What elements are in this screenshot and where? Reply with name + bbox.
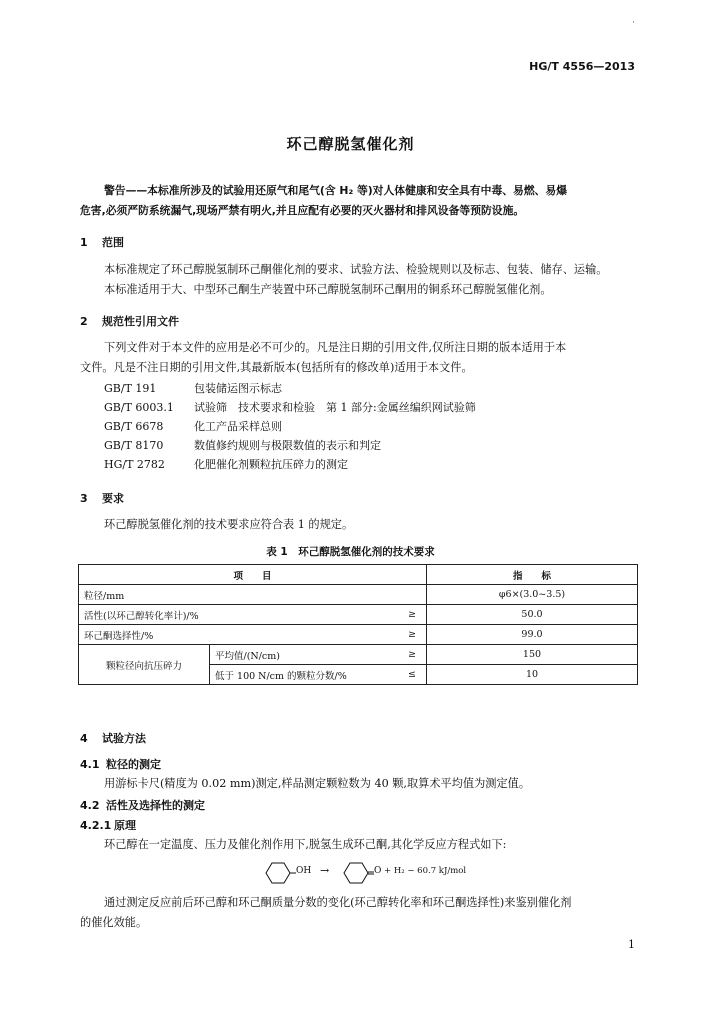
cyclohexanone-ring-icon (336, 858, 376, 888)
standard-number: HG/T 4556—2013 (529, 60, 635, 73)
reaction-arrow: → (320, 864, 330, 877)
reaction-equation (258, 858, 518, 888)
reference-item: GB/T 191 包装储运图示标志 (104, 382, 282, 395)
section-4-1-para: 用游标卡尺(精度为 0.02 mm)测定,样品测定颗粒数为 40 颗,取算术平均值为测定值。 (104, 777, 531, 790)
table-row (79, 605, 638, 625)
section-1-para-2: 本标准适用于大、中型环己酮生产装置中环己醇脱氢制环己酮用的铜系环己醇脱氢催化剂。 (104, 283, 552, 296)
header-item: 项 目 (79, 565, 427, 585)
section-4-heading: 4 试验方法 (80, 732, 146, 745)
section-4-2-1-heading: 4.2.1 原理 (80, 819, 136, 832)
reference-item: HG/T 2782 化肥催化剂颗粒抗压碎力的测定 (104, 458, 348, 471)
reference-item: GB/T 8170 数值修约规则与极限数值的表示和判定 (104, 439, 381, 452)
section-2-para-b: 文件。凡是不注日期的引用文件,其最新版本(包括所有的修改单)适用于本文件。 (80, 361, 473, 374)
warning-line-2: 危害,必须严防系统漏气,现场严禁有明火,并且应配有必要的灭火器材和排风设备等预防设施。 (80, 204, 525, 217)
header-value: 指 标 (427, 565, 638, 585)
row-symbol: ≥ (398, 645, 427, 665)
row-item: 活性(以环己醇转化率计)/% (79, 605, 399, 625)
hydroxyl-label: OH (296, 866, 312, 876)
section-4-2-heading: 4.2 活性及选择性的测定 (80, 799, 205, 812)
table-row (79, 585, 638, 605)
row-item: 平均值/(N/cm) (210, 645, 399, 665)
row-symbol: ≥ (398, 605, 427, 625)
row-symbol: ≥ (398, 625, 427, 645)
page-number: 1 (628, 938, 635, 951)
row-value: 99.0 (427, 625, 638, 645)
warning-line-1: 警告——本标准所涉及的试验用还原气和尾气(含 H₂ 等)对人体健康和安全具有中毒、易燃、易爆 (104, 184, 568, 197)
section-3-para: 环己醇脱氢催化剂的技术要求应符合表 1 的规定。 (104, 518, 354, 531)
equation-rhs: + H₂ − 60.7 kJ/mol (384, 866, 467, 876)
corner-mark: · (632, 18, 635, 28)
row-item: 环己酮选择性/% (79, 625, 399, 645)
group-label: 颗粒径向抗压碎力 (79, 645, 210, 685)
closing-para-b: 的催化效能。 (80, 916, 148, 929)
row-value: 50.0 (427, 605, 638, 625)
table-header-row (79, 565, 638, 585)
row-symbol: ≤ (398, 665, 427, 685)
reference-list (104, 379, 476, 474)
row-item: 低于 100 N/cm 的颗粒分数/% (210, 665, 399, 685)
document-title: 环己醇脱氢催化剂 (286, 135, 415, 153)
row-value: 150 (427, 645, 638, 665)
closing-para-a: 通过测定反应前后环己醇和环己酮质量分数的变化(环己醇转化率和环己酮选择性)来鉴别催化剂 (104, 896, 572, 909)
section-1-heading: 1 范围 (80, 236, 124, 249)
table-row (79, 625, 638, 645)
section-2-para-a: 下列文件对于本文件的应用是必不可少的。凡是注日期的引用文件,仅所注日期的版本适用于本 (104, 341, 567, 354)
section-4-2-1-para: 环己醇在一定温度、压力及催化剂作用下,脱氢生成环己酮,其化学反应方程式如下: (104, 838, 507, 851)
row-item: 粒径/mm (79, 585, 399, 605)
table-1-caption: 表 1 环己醇脱氢催化剂的技术要求 (266, 546, 435, 558)
ketone-label: O (374, 866, 382, 876)
row-value: 10 (427, 665, 638, 685)
section-2-heading: 2 规范性引用文件 (80, 315, 179, 328)
spec-table (78, 564, 638, 685)
section-3-heading: 3 要求 (80, 492, 124, 505)
table-row (79, 645, 638, 665)
row-symbol (398, 585, 427, 605)
cyclohexane-ring-icon (258, 858, 298, 888)
section-1-para-1: 本标准规定了环己醇脱氢制环己酮催化剂的要求、试验方法、检验规则以及标志、包装、储存、运输。 (104, 263, 608, 276)
section-4-1-heading: 4.1 粒径的测定 (80, 758, 161, 771)
row-value: φ6×(3.0~3.5) (427, 585, 638, 605)
reference-item: GB/T 6678 化工产品采样总则 (104, 420, 282, 433)
reference-item: GB/T 6003.1 试验筛 技术要求和检验 第 1 部分:金属丝编织网试验筛 (104, 401, 476, 414)
